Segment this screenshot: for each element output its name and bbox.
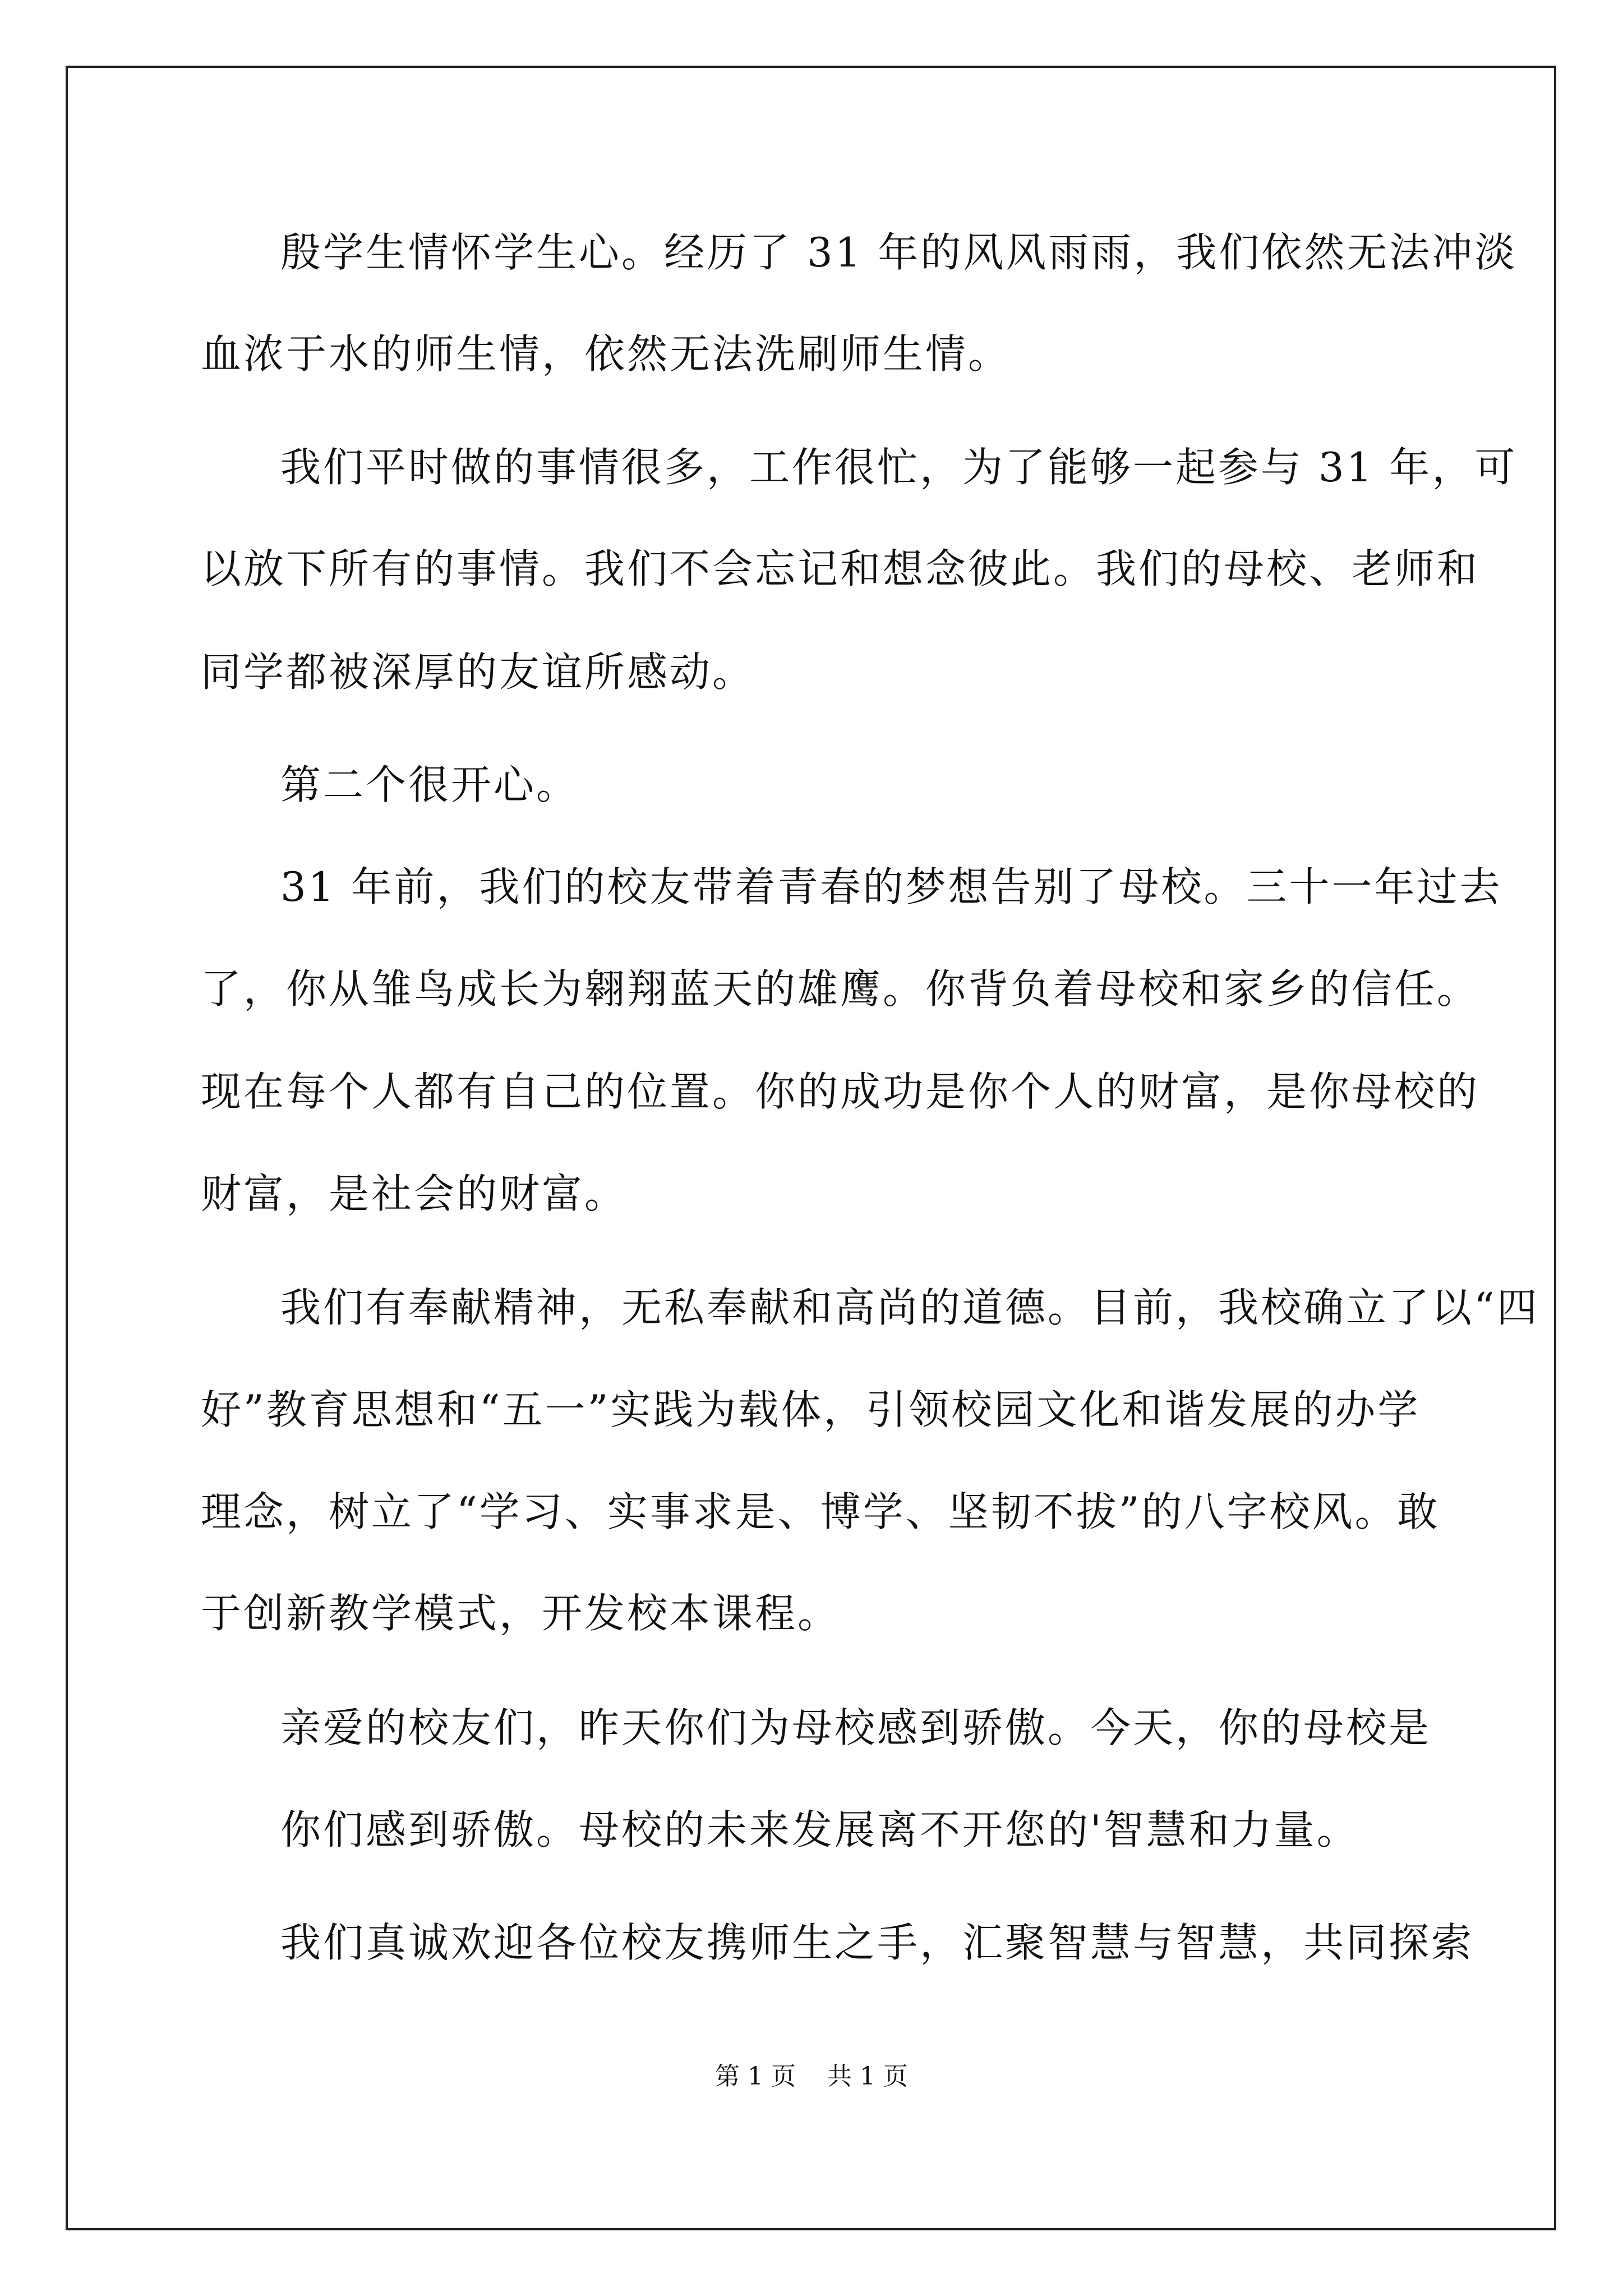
text-line: 了，你从雏鸟成长为翱翔蓝天的雄鹰。你背负着母校和家乡的信任。 [201, 965, 1480, 1013]
text-line: 于创新教学模式，开发校本课程。 [201, 1590, 841, 1637]
text-line: 现在每个人都有自己的位置。你的成功是你个人的财富，是你母校的 [201, 1068, 1480, 1115]
text-line: 亲爱的校友们，昨天你们为母校感到骄傲。今天，你的母校是 [280, 1704, 1432, 1751]
text-line: 血浓于水的师生情，依然无法洗刷师生情。 [201, 330, 1011, 378]
text-line: 好”教育思想和“五一”实践为载体，引领校园文化和谐发展的办学 [201, 1386, 1421, 1433]
text-line: 殷学生情怀学生心。经历了 31 年的风风雨雨，我们依然无法冲淡 [280, 229, 1518, 276]
text-line: 31 年前，我们的校友带着青春的梦想告别了母校。三十一年过去 [280, 863, 1502, 910]
text-line: 我们平时做的事情很多，工作很忙，为了能够一起参与 31 年，可 [280, 444, 1518, 491]
text-line: 你们感到骄傲。母校的未来发展离不开您的'智慧和力量。 [280, 1806, 1359, 1853]
page-number-footer: 第 1 页 共 1 页 [715, 2062, 908, 2091]
text-line: 我们真诚欢迎各位校友携师生之手，汇聚智慧与智慧，共同探索 [280, 1919, 1474, 1966]
text-line: 第二个很开心。 [280, 761, 579, 808]
text-line: 以放下所有的事情。我们不会忘记和想念彼此。我们的母校、老师和 [201, 545, 1480, 592]
page-border [66, 66, 1556, 2230]
text-line: 理念，树立了“学习、实事求是、博学、坚韧不拔”的八字校风。敢 [201, 1488, 1440, 1535]
text-line: 财富，是社会的财富。 [201, 1170, 628, 1217]
text-line: 我们有奉献精神，无私奉献和高尚的道德。目前，我校确立了以“四 [280, 1284, 1539, 1331]
text-line: 同学都被深厚的友谊所感动。 [201, 648, 755, 696]
